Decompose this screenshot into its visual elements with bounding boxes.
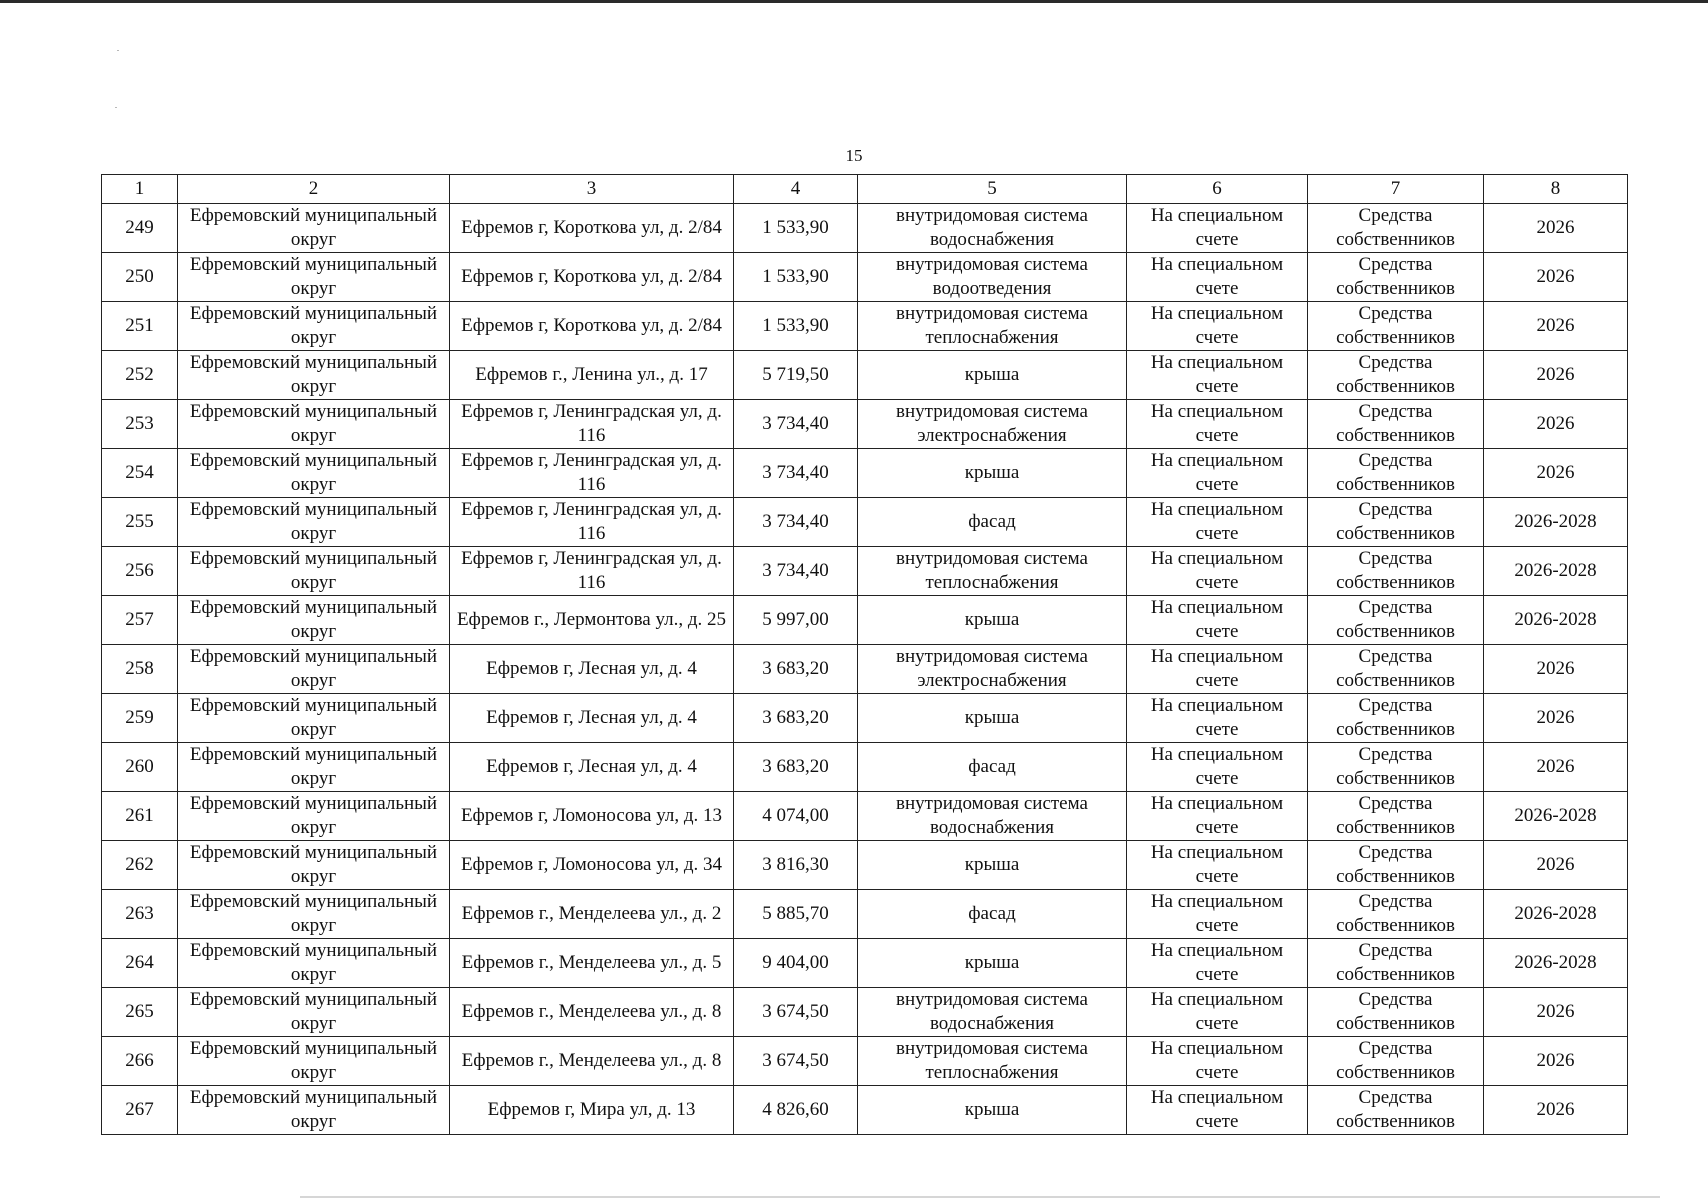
area-cell: 3 683,20 bbox=[734, 645, 858, 694]
period-cell: 2026-2028 bbox=[1484, 547, 1628, 596]
row-number-cell: 267 bbox=[102, 1086, 178, 1135]
scan-top-edge bbox=[0, 0, 1708, 3]
fund-account-cell: На специальном счете bbox=[1127, 253, 1308, 302]
area-cell: 3 674,50 bbox=[734, 988, 858, 1037]
table-row bbox=[102, 498, 1628, 547]
area-cell: 5 719,50 bbox=[734, 351, 858, 400]
area-cell: 5 997,00 bbox=[734, 596, 858, 645]
area-cell: 3 674,50 bbox=[734, 1037, 858, 1086]
area-cell: 4 074,00 bbox=[734, 792, 858, 841]
district-cell: Ефремовский муниципальный округ bbox=[178, 449, 450, 498]
fund-account-cell: На специальном счете bbox=[1127, 547, 1308, 596]
table-row bbox=[102, 792, 1628, 841]
district-cell: Ефремовский муниципальный округ bbox=[178, 841, 450, 890]
area-cell: 1 533,90 bbox=[734, 302, 858, 351]
address-cell: Ефремов г, Мира ул, д. 13 bbox=[450, 1086, 734, 1135]
address-cell: Ефремов г, Короткова ул, д. 2/84 bbox=[450, 253, 734, 302]
work-type-cell: крыша bbox=[858, 449, 1127, 498]
period-cell: 2026-2028 bbox=[1484, 498, 1628, 547]
district-cell: Ефремовский муниципальный округ bbox=[178, 890, 450, 939]
area-cell: 9 404,00 bbox=[734, 939, 858, 988]
table-row bbox=[102, 939, 1628, 988]
area-cell: 5 885,70 bbox=[734, 890, 858, 939]
row-number-cell: 265 bbox=[102, 988, 178, 1037]
funding-source-cell: Средства собственников bbox=[1308, 596, 1484, 645]
table-row bbox=[102, 400, 1628, 449]
address-cell: Ефремов г, Ленинградская ул, д. 116 bbox=[450, 400, 734, 449]
district-cell: Ефремовский муниципальный округ bbox=[178, 645, 450, 694]
period-cell: 2026 bbox=[1484, 204, 1628, 253]
address-cell: Ефремов г., Менделеева ул., д. 8 bbox=[450, 1037, 734, 1086]
scan-speck bbox=[115, 107, 117, 108]
area-cell: 3 734,40 bbox=[734, 547, 858, 596]
fund-account-cell: На специальном счете bbox=[1127, 792, 1308, 841]
funding-source-cell: Средства собственников bbox=[1308, 400, 1484, 449]
table-row bbox=[102, 645, 1628, 694]
work-type-cell: фасад bbox=[858, 743, 1127, 792]
period-cell: 2026 bbox=[1484, 988, 1628, 1037]
column-number-8: 8 bbox=[1484, 175, 1628, 204]
area-cell: 3 734,40 bbox=[734, 400, 858, 449]
address-cell: Ефремов г., Менделеева ул., д. 2 bbox=[450, 890, 734, 939]
table-row bbox=[102, 302, 1628, 351]
scan-speck bbox=[117, 50, 119, 51]
table-row bbox=[102, 1086, 1628, 1135]
row-number-cell: 259 bbox=[102, 694, 178, 743]
work-type-cell: внутридомовая система водоснабжения bbox=[858, 792, 1127, 841]
row-number-cell: 261 bbox=[102, 792, 178, 841]
column-number-1: 1 bbox=[102, 175, 178, 204]
funding-source-cell: Средства собственников bbox=[1308, 351, 1484, 400]
fund-account-cell: На специальном счете bbox=[1127, 988, 1308, 1037]
column-number-4: 4 bbox=[734, 175, 858, 204]
row-number-cell: 266 bbox=[102, 1037, 178, 1086]
period-cell: 2026 bbox=[1484, 449, 1628, 498]
address-cell: Ефремов г., Лермонтова ул., д. 25 bbox=[450, 596, 734, 645]
period-cell: 2026 bbox=[1484, 1086, 1628, 1135]
funding-source-cell: Средства собственников bbox=[1308, 302, 1484, 351]
fund-account-cell: На специальном счете bbox=[1127, 939, 1308, 988]
district-cell: Ефремовский муниципальный округ bbox=[178, 351, 450, 400]
fund-account-cell: На специальном счете bbox=[1127, 645, 1308, 694]
period-cell: 2026 bbox=[1484, 1037, 1628, 1086]
period-cell: 2026 bbox=[1484, 400, 1628, 449]
column-number-7: 7 bbox=[1308, 175, 1484, 204]
table-row bbox=[102, 694, 1628, 743]
district-cell: Ефремовский муниципальный округ bbox=[178, 547, 450, 596]
area-cell: 4 826,60 bbox=[734, 1086, 858, 1135]
work-type-cell: внутридомовая система электроснабжения bbox=[858, 400, 1127, 449]
work-type-cell: крыша bbox=[858, 939, 1127, 988]
fund-account-cell: На специальном счете bbox=[1127, 841, 1308, 890]
row-number-cell: 251 bbox=[102, 302, 178, 351]
row-number-cell: 249 bbox=[102, 204, 178, 253]
row-number-cell: 257 bbox=[102, 596, 178, 645]
work-type-cell: внутридомовая система водоотведения bbox=[858, 253, 1127, 302]
period-cell: 2026-2028 bbox=[1484, 939, 1628, 988]
district-cell: Ефремовский муниципальный округ bbox=[178, 1037, 450, 1086]
area-cell: 3 734,40 bbox=[734, 498, 858, 547]
address-cell: Ефремов г, Ленинградская ул, д. 116 bbox=[450, 449, 734, 498]
table-row bbox=[102, 890, 1628, 939]
work-type-cell: внутридомовая система водоснабжения bbox=[858, 988, 1127, 1037]
period-cell: 2026 bbox=[1484, 351, 1628, 400]
funding-source-cell: Средства собственников bbox=[1308, 547, 1484, 596]
district-cell: Ефремовский муниципальный округ bbox=[178, 939, 450, 988]
fund-account-cell: На специальном счете bbox=[1127, 498, 1308, 547]
fund-account-cell: На специальном счете bbox=[1127, 302, 1308, 351]
period-cell: 2026-2028 bbox=[1484, 792, 1628, 841]
work-type-cell: внутридомовая система теплоснабжения bbox=[858, 547, 1127, 596]
address-cell: Ефремов г, Лесная ул, д. 4 bbox=[450, 694, 734, 743]
fund-account-cell: На специальном счете bbox=[1127, 694, 1308, 743]
area-cell: 1 533,90 bbox=[734, 253, 858, 302]
funding-source-cell: Средства собственников bbox=[1308, 694, 1484, 743]
row-number-cell: 263 bbox=[102, 890, 178, 939]
funding-source-cell: Средства собственников bbox=[1308, 253, 1484, 302]
fund-account-cell: На специальном счете bbox=[1127, 743, 1308, 792]
table-row bbox=[102, 351, 1628, 400]
fund-account-cell: На специальном счете bbox=[1127, 890, 1308, 939]
table-row bbox=[102, 547, 1628, 596]
row-number-cell: 262 bbox=[102, 841, 178, 890]
district-cell: Ефремовский муниципальный округ bbox=[178, 204, 450, 253]
period-cell: 2026 bbox=[1484, 743, 1628, 792]
header-row bbox=[102, 175, 1628, 204]
work-type-cell: фасад bbox=[858, 890, 1127, 939]
fund-account-cell: На специальном счете bbox=[1127, 204, 1308, 253]
funding-source-cell: Средства собственников bbox=[1308, 841, 1484, 890]
funding-source-cell: Средства собственников bbox=[1308, 890, 1484, 939]
row-number-cell: 254 bbox=[102, 449, 178, 498]
district-cell: Ефремовский муниципальный округ bbox=[178, 1086, 450, 1135]
table-header bbox=[102, 175, 1628, 204]
district-cell: Ефремовский муниципальный округ bbox=[178, 988, 450, 1037]
row-number-cell: 253 bbox=[102, 400, 178, 449]
column-number-3: 3 bbox=[450, 175, 734, 204]
table-row bbox=[102, 596, 1628, 645]
funding-source-cell: Средства собственников bbox=[1308, 988, 1484, 1037]
row-number-cell: 256 bbox=[102, 547, 178, 596]
funding-source-cell: Средства собственников bbox=[1308, 449, 1484, 498]
area-cell: 1 533,90 bbox=[734, 204, 858, 253]
scan-bottom-edge bbox=[300, 1196, 1660, 1198]
column-number-6: 6 bbox=[1127, 175, 1308, 204]
row-number-cell: 250 bbox=[102, 253, 178, 302]
funding-source-cell: Средства собственников bbox=[1308, 204, 1484, 253]
funding-source-cell: Средства собственников bbox=[1308, 498, 1484, 547]
table-row bbox=[102, 449, 1628, 498]
row-number-cell: 260 bbox=[102, 743, 178, 792]
district-cell: Ефремовский муниципальный округ bbox=[178, 498, 450, 547]
district-cell: Ефремовский муниципальный округ bbox=[178, 302, 450, 351]
area-cell: 3 683,20 bbox=[734, 743, 858, 792]
work-type-cell: внутридомовая система водоснабжения bbox=[858, 204, 1127, 253]
period-cell: 2026-2028 bbox=[1484, 890, 1628, 939]
column-number-2: 2 bbox=[178, 175, 450, 204]
period-cell: 2026 bbox=[1484, 841, 1628, 890]
address-cell: Ефремов г, Короткова ул, д. 2/84 bbox=[450, 204, 734, 253]
area-cell: 3 734,40 bbox=[734, 449, 858, 498]
work-type-cell: внутридомовая система теплоснабжения bbox=[858, 1037, 1127, 1086]
funding-source-cell: Средства собственников bbox=[1308, 1086, 1484, 1135]
district-cell: Ефремовский муниципальный округ bbox=[178, 792, 450, 841]
address-cell: Ефремов г, Ленинградская ул, д. 116 bbox=[450, 498, 734, 547]
table-row bbox=[102, 204, 1628, 253]
funding-source-cell: Средства собственников bbox=[1308, 792, 1484, 841]
row-number-cell: 252 bbox=[102, 351, 178, 400]
table-row bbox=[102, 841, 1628, 890]
address-cell: Ефремов г, Лесная ул, д. 4 bbox=[450, 645, 734, 694]
district-cell: Ефремовский муниципальный округ bbox=[178, 694, 450, 743]
fund-account-cell: На специальном счете bbox=[1127, 1037, 1308, 1086]
address-cell: Ефремов г, Ломоносова ул, д. 34 bbox=[450, 841, 734, 890]
funding-source-cell: Средства собственников bbox=[1308, 645, 1484, 694]
row-number-cell: 258 bbox=[102, 645, 178, 694]
period-cell: 2026-2028 bbox=[1484, 596, 1628, 645]
work-type-cell: фасад bbox=[858, 498, 1127, 547]
funding-source-cell: Средства собственников bbox=[1308, 743, 1484, 792]
work-type-cell: внутридомовая система теплоснабжения bbox=[858, 302, 1127, 351]
area-cell: 3 816,30 bbox=[734, 841, 858, 890]
area-cell: 3 683,20 bbox=[734, 694, 858, 743]
table-row bbox=[102, 743, 1628, 792]
address-cell: Ефремов г., Менделеева ул., д. 8 bbox=[450, 988, 734, 1037]
page-number: 15 bbox=[845, 146, 863, 165]
work-type-cell: крыша bbox=[858, 596, 1127, 645]
district-cell: Ефремовский муниципальный округ bbox=[178, 253, 450, 302]
district-cell: Ефремовский муниципальный округ bbox=[178, 743, 450, 792]
funding-source-cell: Средства собственников bbox=[1308, 1037, 1484, 1086]
address-cell: Ефремов г., Ленина ул., д. 17 bbox=[450, 351, 734, 400]
table-row bbox=[102, 988, 1628, 1037]
capital-repair-table bbox=[101, 174, 1628, 1135]
fund-account-cell: На специальном счете bbox=[1127, 596, 1308, 645]
address-cell: Ефремов г, Лесная ул, д. 4 bbox=[450, 743, 734, 792]
row-number-cell: 255 bbox=[102, 498, 178, 547]
work-type-cell: крыша bbox=[858, 841, 1127, 890]
fund-account-cell: На специальном счете bbox=[1127, 1086, 1308, 1135]
funding-source-cell: Средства собственников bbox=[1308, 939, 1484, 988]
row-number-cell: 264 bbox=[102, 939, 178, 988]
work-type-cell: крыша bbox=[858, 351, 1127, 400]
period-cell: 2026 bbox=[1484, 253, 1628, 302]
fund-account-cell: На специальном счете bbox=[1127, 351, 1308, 400]
period-cell: 2026 bbox=[1484, 645, 1628, 694]
district-cell: Ефремовский муниципальный округ bbox=[178, 596, 450, 645]
work-type-cell: внутридомовая система электроснабжения bbox=[858, 645, 1127, 694]
work-type-cell: крыша bbox=[858, 1086, 1127, 1135]
period-cell: 2026 bbox=[1484, 694, 1628, 743]
address-cell: Ефремов г, Ломоносова ул, д. 13 bbox=[450, 792, 734, 841]
district-cell: Ефремовский муниципальный округ bbox=[178, 400, 450, 449]
table-body bbox=[102, 204, 1628, 1135]
address-cell: Ефремов г., Менделеева ул., д. 5 bbox=[450, 939, 734, 988]
period-cell: 2026 bbox=[1484, 302, 1628, 351]
address-cell: Ефремов г, Ленинградская ул, д. 116 bbox=[450, 547, 734, 596]
column-number-5: 5 bbox=[858, 175, 1127, 204]
table-row bbox=[102, 253, 1628, 302]
table-row bbox=[102, 1037, 1628, 1086]
address-cell: Ефремов г, Короткова ул, д. 2/84 bbox=[450, 302, 734, 351]
work-type-cell: крыша bbox=[858, 694, 1127, 743]
fund-account-cell: На специальном счете bbox=[1127, 449, 1308, 498]
fund-account-cell: На специальном счете bbox=[1127, 400, 1308, 449]
